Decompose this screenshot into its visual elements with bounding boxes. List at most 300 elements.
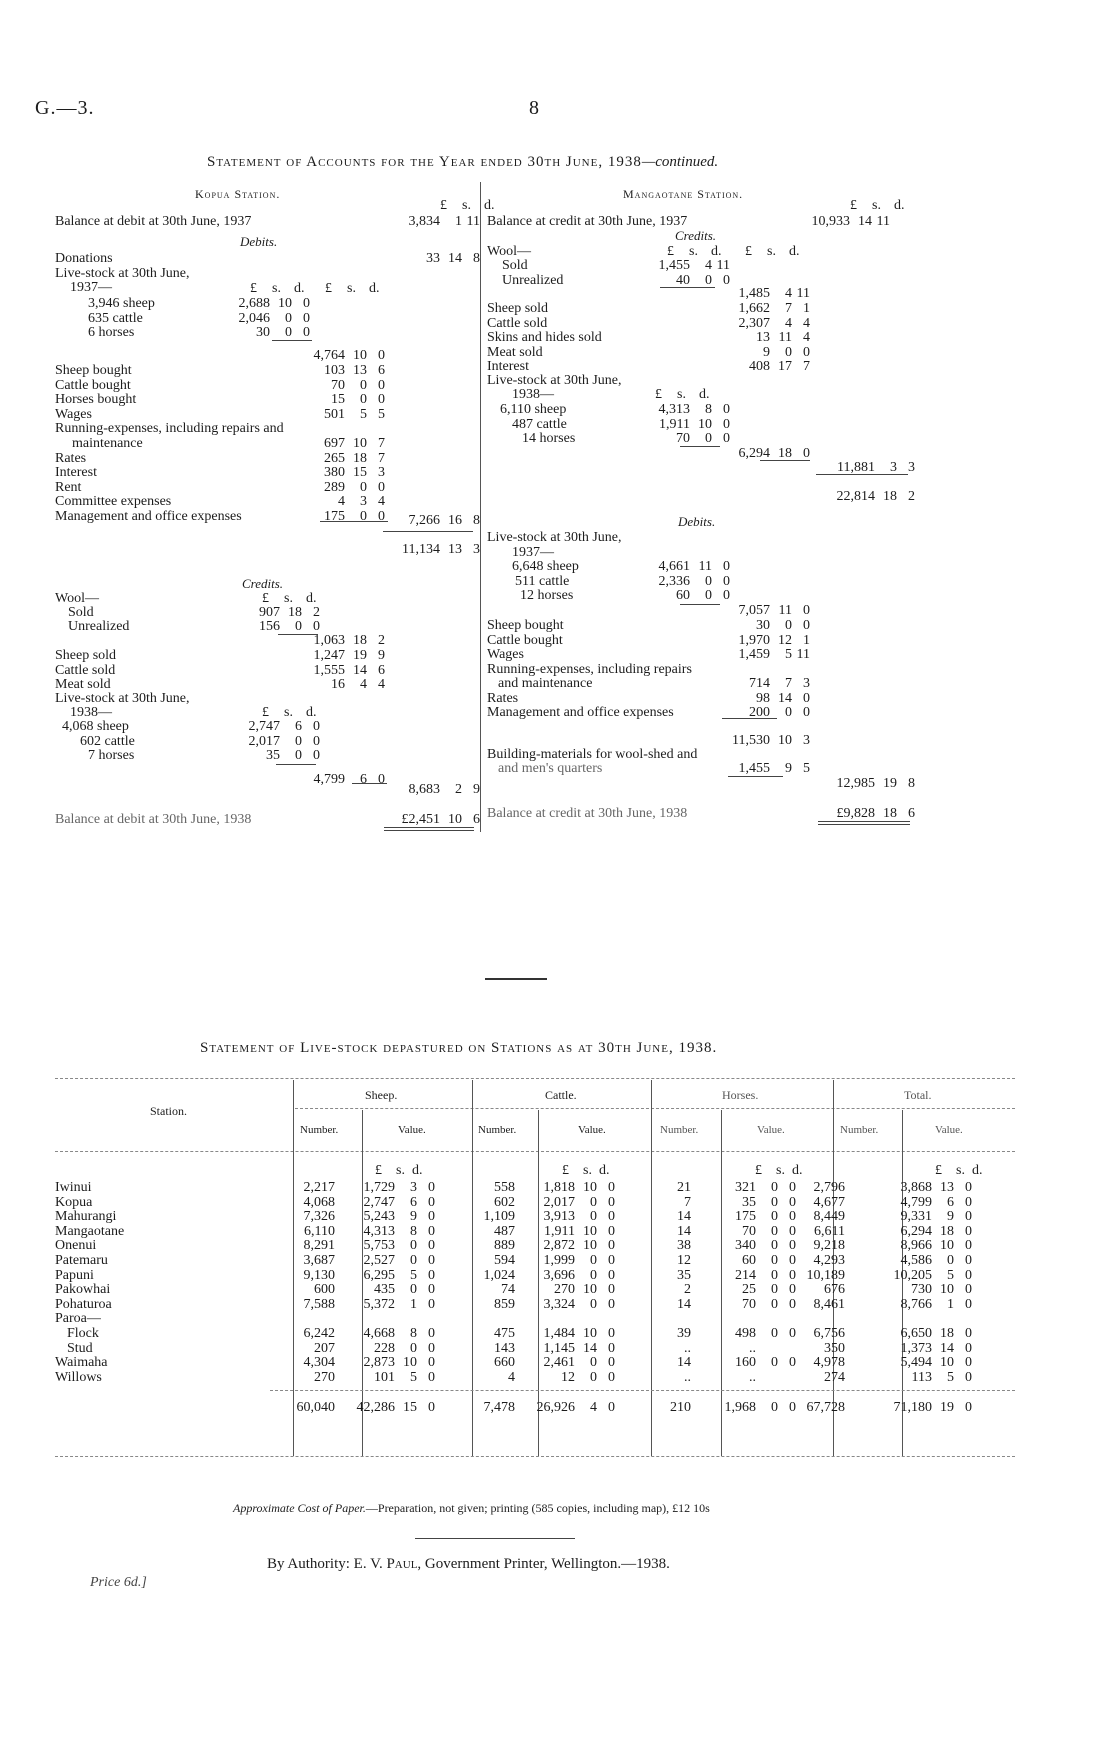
livestock-item-label: 6,648 sheep [512, 559, 579, 574]
table-cell-sheep_l: 5,372 [363, 1296, 395, 1312]
debit-item-label: Running-expenses, including repairs [487, 661, 692, 677]
table-cell-total_s: 9 [947, 1209, 954, 1225]
table-cell-cattle_d [597, 1311, 615, 1327]
table-cell-cattle_l: 1,145 [543, 1340, 575, 1356]
debit-item-label: Management and office expenses [55, 509, 242, 524]
table-cell-cattle_d: 0 [608, 1369, 615, 1385]
table-cell-horses_d: 0 [789, 1326, 796, 1341]
table-cell-cattle_s: 0 [590, 1194, 597, 1210]
table-cell-horses_n: 35 [677, 1267, 691, 1283]
currency-pence: d. [369, 281, 380, 296]
table-cell-cattle_s: 0 [590, 1369, 597, 1385]
debit-item-pounds: 1,970 [738, 632, 770, 648]
table-cell-total_l: 3,868 [900, 1180, 932, 1195]
table-cell-cattle_n: 487 [494, 1223, 515, 1239]
debits-total-pounds: 7,266 [408, 513, 440, 528]
table-cell-horses_s [756, 1311, 778, 1327]
debit-item-pounds: 103 [324, 363, 345, 378]
wool-total-pence: 11 [796, 286, 810, 301]
total-cell-cattle_n: 7,478 [483, 1400, 515, 1415]
livestock-1938-item-pence: 0 [723, 416, 730, 432]
livestock-1938-item-pounds: 2,747 [248, 719, 280, 734]
table-cell-total_s: 18 [940, 1326, 954, 1341]
table-cell-horses_d: 0 [789, 1282, 796, 1298]
table-cell-cattle_d: 0 [608, 1267, 615, 1283]
table-cell-cattle_l: 2,872 [543, 1238, 575, 1254]
table-cell-sheep_l: 4,313 [363, 1223, 395, 1239]
livestock-total-shillings: 10 [353, 348, 367, 363]
livestock-item-label: 635 cattle [88, 310, 143, 326]
table-cell-sheep_l: 101 [374, 1369, 395, 1385]
currency-shilling: s. [462, 198, 471, 213]
table-cell-total_l: 8,966 [900, 1238, 932, 1254]
table-cell-sheep_n: 6,242 [303, 1326, 335, 1341]
total-cell-total_n: 67,728 [806, 1400, 845, 1415]
debits-subtotal-pence: 3 [803, 733, 810, 748]
table-cell-cattle_l: 2,461 [543, 1355, 575, 1371]
building-shillings: 9 [785, 761, 792, 776]
wool-sold-pence: 2 [313, 605, 320, 620]
table-cell-horses_n: .. [684, 1369, 691, 1385]
table-cell-cattle_l: 270 [554, 1282, 575, 1298]
table-cell-total_d: 0 [965, 1282, 972, 1298]
total-cell-total_s: 19 [940, 1400, 954, 1415]
livestock-item-pence: 0 [723, 573, 730, 589]
credit-item-pounds: 16 [331, 677, 345, 692]
table-cell-total_s: 6 [947, 1194, 954, 1210]
debit-item-label: Rent [55, 479, 82, 495]
table-cell-sheep_n: 4,304 [303, 1355, 335, 1371]
wool-total-shillings: 18 [353, 633, 367, 648]
table-cell-cattle_d: 0 [608, 1223, 615, 1239]
table-cell-cattle_l: 1,999 [543, 1253, 575, 1268]
currency-pound: £ [250, 281, 257, 296]
donations-pounds: 33 [426, 251, 440, 266]
table-cell-cattle_d: 0 [608, 1282, 615, 1298]
livestock-1938-year: 1938— [512, 387, 554, 402]
closing-balance-pounds: £2,451 [401, 812, 440, 827]
table-cell-total_n: 350 [824, 1340, 845, 1356]
station-name: Pohaturoa [55, 1296, 112, 1312]
livestock-item-pence: 0 [303, 310, 310, 326]
credit-item-label: Skins and hides sold [487, 330, 602, 345]
credit-item-label: Meat sold [55, 677, 111, 692]
currency-pence: d. [306, 591, 317, 606]
total-cell-horses_l: 1,968 [724, 1400, 756, 1415]
credit-item-pence: 4 [378, 677, 385, 692]
table-cell-cattle_d: 0 [608, 1253, 615, 1268]
station-name: Papuni [55, 1267, 94, 1283]
table-cell-total_n: 4,677 [813, 1194, 845, 1210]
debits-total-shillings: 19 [883, 776, 897, 791]
station-name-kopua: Kopua Station. [195, 187, 281, 201]
total-cell-sheep_s: 15 [403, 1400, 417, 1415]
table-cell-total_n: 8,461 [813, 1296, 845, 1312]
wool-sold-pence: 11 [716, 258, 730, 273]
table-cell-cattle_s: 0 [590, 1209, 597, 1225]
livestock-heading: Live-stock at 30th June, [55, 266, 190, 281]
table-cell-horses_n [636, 1311, 691, 1327]
table-cell-total_l: 6,650 [900, 1326, 932, 1341]
livestock-1938-label: 14 horses [522, 431, 576, 446]
currency-header: £ s. d. [935, 1163, 983, 1178]
currency-pound: £ [440, 198, 447, 213]
debits-total-pounds: 12,985 [836, 776, 875, 791]
livestock-item-pounds: 4,661 [658, 559, 690, 574]
table-cell-horses_l: 175 [735, 1209, 756, 1225]
table-cell-total_d: 0 [965, 1355, 972, 1371]
credit-item-pounds: 1,662 [738, 301, 770, 316]
table-cell-total_d: 0 [965, 1296, 972, 1312]
livestock-1938-label: 7 horses [88, 748, 135, 763]
livestock-total-pounds: 7,057 [738, 603, 770, 618]
double-rule [818, 821, 910, 822]
table-cell-horses_n: 21 [677, 1180, 691, 1195]
header-value: Value. [935, 1124, 963, 1136]
table-cell-sheep_d: 0 [428, 1340, 435, 1356]
debit-item-pence: 3 [378, 465, 385, 481]
table-cell-sheep_s: 1 [410, 1296, 417, 1312]
table-cell-horses_n: 39 [677, 1326, 691, 1341]
donations-pence: 8 [473, 251, 480, 266]
double-rule [384, 827, 474, 828]
table-cell-cattle_l: 1,911 [544, 1223, 575, 1239]
table-cell-sheep_d: 0 [428, 1180, 435, 1195]
debit-item-label: Interest [55, 465, 97, 481]
livestock-1938-total-pounds: 4,799 [313, 772, 345, 787]
currency-pound: £ [850, 198, 857, 213]
opening-balance-pence: 11 [876, 214, 890, 229]
table-cell-horses_d: 0 [789, 1355, 796, 1371]
table-cell-horses_s: 0 [771, 1267, 778, 1283]
table-cell-sheep_n: 9,130 [303, 1267, 335, 1283]
debits-total-shillings: 16 [448, 513, 462, 528]
table-sub-rule [295, 1108, 1015, 1109]
table-cell-cattle_s: 0 [590, 1267, 597, 1283]
debit-item-pence: 0 [378, 479, 385, 495]
livestock-item-pence: 0 [723, 559, 730, 574]
livestock-1938-item-shillings: 0 [295, 733, 302, 749]
livestock-1938-total-pence: 0 [803, 446, 810, 461]
livestock-item-pounds: 2,336 [658, 573, 690, 589]
currency-shilling: s. [284, 705, 293, 720]
table-cell-total_d: 0 [965, 1253, 972, 1268]
currency-pound: £ [325, 281, 332, 296]
table-cell-total_n: 6,611 [814, 1223, 845, 1239]
credit-item-pence: 1 [803, 301, 810, 316]
debit-item-shillings: 5 [785, 647, 792, 662]
currency-shilling: s. [272, 281, 281, 296]
opening-balance-pence: 11 [466, 214, 480, 229]
table-cell-horses_l [686, 1311, 756, 1327]
table-cell-sheep_s: 5 [410, 1369, 417, 1385]
total-cell-cattle_l: 26,926 [536, 1400, 575, 1415]
wool-unrealized-pence: 0 [723, 273, 730, 288]
table-cell-cattle_n: 1,024 [483, 1267, 515, 1283]
livestock-1938-item-pence: 0 [313, 719, 320, 734]
livestock-item-pence: 0 [303, 325, 310, 340]
debit-item-shillings: 13 [353, 363, 367, 378]
table-cell-cattle_s: 10 [583, 1326, 597, 1341]
debit-item-shillings: 5 [360, 406, 367, 422]
livestock-item-label: 511 cattle [515, 573, 570, 589]
debit-item-pence: 0 [378, 509, 385, 524]
table-head-rule [55, 1151, 1015, 1152]
table-cell-total_d [954, 1311, 972, 1327]
table-cell-horses_n: 14 [677, 1296, 691, 1312]
station-name-mangaotane: Mangaotane Station. [623, 187, 744, 201]
table-cell-total_l: 4,586 [900, 1253, 932, 1268]
livestock-1938-heading: Live-stock at 30th June, [487, 373, 622, 388]
table-cell-cattle_n: 475 [494, 1326, 515, 1341]
table-cell-cattle_l: 3,324 [543, 1296, 575, 1312]
header-cattle: Cattle. [545, 1088, 577, 1102]
table-cell-sheep_s: 0 [410, 1253, 417, 1268]
currency-shilling: s. [872, 198, 881, 213]
debit-item-pence: 7 [378, 436, 385, 451]
station-name: Mahurangi [55, 1209, 117, 1225]
station-name: Patemaru [55, 1253, 108, 1268]
livestock-1938-label: 602 cattle [80, 733, 135, 749]
debit-item-shillings: 0 [360, 479, 367, 495]
credit-item-shillings: 11 [778, 330, 792, 345]
credit-item-pence: 6 [378, 662, 385, 678]
livestock-1938-total-pence: 0 [378, 772, 385, 787]
credit-item-pence: 9 [378, 648, 385, 663]
credit-item-pence: 4 [803, 315, 810, 331]
debit-item-pounds: 501 [324, 406, 345, 422]
table-cell-sheep_d: 0 [428, 1238, 435, 1254]
grand-total-pence: 2 [908, 489, 915, 504]
authority-line: By Authority: E. V. Paul, Government Printer, Wellington.—1938. [267, 1556, 670, 1572]
grand-total-pounds: 11,134 [402, 542, 440, 557]
authority-rule [415, 1538, 575, 1539]
livestock-item-shillings: 10 [278, 296, 292, 311]
header-station: Station. [150, 1104, 188, 1118]
credits-total-shillings: 3 [890, 460, 897, 475]
station-name: Iwinui [55, 1180, 92, 1195]
debit-item-shillings: 3 [360, 494, 367, 510]
table-cell-total_n: 4,293 [813, 1253, 845, 1268]
table-cell-total_d: 0 [965, 1209, 972, 1225]
table-cell-horses_s: 0 [771, 1194, 778, 1210]
table-cell-horses_n: 38 [677, 1238, 691, 1254]
currency-shilling: s. [689, 244, 698, 259]
livestock-total-pounds: 4,764 [313, 348, 345, 363]
livestock-item-label: 6 horses [88, 325, 135, 340]
table-cell-total_l: 4,799 [900, 1194, 932, 1210]
table-cell-sheep_l: 435 [374, 1282, 395, 1298]
table-cell-total_d: 0 [965, 1223, 972, 1239]
debit-item-pounds: 380 [324, 465, 345, 481]
debit-item-shillings: 0 [360, 509, 367, 524]
livestock-item-pounds: 30 [256, 325, 270, 340]
table-cell-cattle_s: 0 [590, 1355, 597, 1371]
credit-item-pounds: 9 [763, 344, 770, 360]
wool-total-pounds: 1,063 [313, 633, 345, 648]
credit-item-label: Interest [487, 359, 529, 374]
building-label-2: and men's quarters [498, 761, 603, 776]
credit-item-pence: 7 [803, 359, 810, 374]
wool-sold-label: Sold [502, 258, 528, 273]
table-cell-horses_l: 25 [742, 1282, 756, 1298]
livestock-1938-item-pence: 0 [723, 402, 730, 417]
table-cell-total_s: 10 [940, 1355, 954, 1371]
total-cell-cattle_d: 0 [608, 1400, 615, 1415]
livestock-year: 1937— [70, 280, 112, 295]
table-cell-cattle_d: 0 [608, 1326, 615, 1341]
debit-item-label: Wages [487, 647, 524, 662]
table-cell-cattle_l: 1,484 [543, 1326, 575, 1341]
table-cell-cattle_l: 2,017 [543, 1194, 575, 1210]
table-cell-cattle_n: 859 [494, 1296, 515, 1312]
debits-subtotal-pounds: 11,530 [732, 733, 770, 748]
table-cell-sheep_s: 0 [410, 1340, 417, 1356]
debit-item-pounds: 30 [756, 618, 770, 633]
closing-balance-shillings: 18 [883, 806, 897, 821]
table-cell-total_l [862, 1311, 932, 1327]
currency-pence: d. [484, 198, 495, 213]
wool-sold-label: Sold [68, 605, 94, 620]
credit-item-label: Meat sold [487, 344, 543, 360]
debit-item-pence: 0 [803, 690, 810, 706]
wool-total-pence: 2 [378, 633, 385, 648]
header-total: Total. [904, 1088, 932, 1102]
livestock-1938-item-shillings: 6 [295, 719, 302, 734]
table-cell-cattle_l: 3,696 [543, 1267, 575, 1283]
table-cell-horses_n: 14 [677, 1209, 691, 1225]
table-cell-total_d: 0 [965, 1267, 972, 1283]
closing-balance-pence: 6 [908, 806, 915, 821]
livestock-item-pounds: 2,046 [238, 310, 270, 326]
credit-item-pounds: 13 [756, 330, 770, 345]
debit-item-pounds: 4 [338, 494, 345, 510]
wool-total-shillings: 4 [785, 286, 792, 301]
accounts-title: Statement of Accounts for the Year ended 30th June, 1938—continued. [207, 154, 719, 170]
credit-item-shillings: 14 [353, 662, 367, 678]
currency-pence: d. [789, 244, 800, 259]
table-top-rule [55, 1078, 1015, 1079]
currency-pence: d. [699, 387, 710, 402]
debit-item-label: Committee expenses [55, 494, 172, 510]
table-cell-total_s: 10 [940, 1238, 954, 1254]
credit-item-pounds: 408 [749, 359, 770, 374]
price: Price 6d.] [90, 1575, 147, 1590]
table-cell-cattle_d: 0 [608, 1209, 615, 1225]
credit-item-pounds: 1,247 [313, 648, 345, 663]
table-cell-cattle_n: 74 [501, 1282, 515, 1298]
table-cell-horses_n: 12 [677, 1253, 691, 1268]
table-cell-horses_s: 0 [771, 1296, 778, 1312]
total-cell-cattle_s: 4 [590, 1400, 597, 1415]
debit-item-label: Wages [55, 406, 92, 422]
debits-subtotal-shillings: 10 [778, 733, 792, 748]
table-cell-total_l: 1,373 [900, 1340, 932, 1356]
table-cell-cattle_n: 889 [494, 1238, 515, 1254]
table-cell-sheep_n: 6,110 [304, 1223, 335, 1239]
debit-item-shillings: 7 [785, 676, 792, 691]
table-cell-total_d: 0 [965, 1326, 972, 1341]
livestock-1938-total-shillings: 18 [778, 446, 792, 461]
livestock-1938-year: 1938— [70, 705, 112, 720]
livestock-1938-item-shillings: 8 [705, 402, 712, 417]
building-label-1: Building-materials for wool-shed and [487, 747, 698, 762]
table-cell-total_d: 0 [965, 1194, 972, 1210]
credit-item-shillings: 0 [785, 344, 792, 360]
table-cell-cattle_s: 10 [583, 1282, 597, 1298]
table-cell-cattle_s: 10 [583, 1180, 597, 1195]
table-cell-total_l: 8,766 [900, 1296, 932, 1312]
table-cell-sheep_s: 0 [410, 1238, 417, 1254]
debit-item-shillings: 0 [360, 377, 367, 393]
table-cell-sheep_d: 0 [428, 1282, 435, 1298]
debits-heading: Debits. [240, 234, 278, 249]
debit-item-label: Management and office expenses [487, 705, 674, 720]
debit-item-shillings: 15 [353, 465, 367, 481]
table-cell-cattle_n: 602 [494, 1194, 515, 1210]
table-cell-horses_l: .. [749, 1340, 756, 1356]
table-cell-cattle_s: 0 [590, 1253, 597, 1268]
closing-balance-shillings: 10 [448, 812, 462, 827]
livestock-title: Statement of Live-stock depastured on Stations as at 30th June, 1938. [200, 1040, 718, 1056]
grand-total-pounds: 22,814 [836, 489, 875, 504]
station-name: Waimaha [55, 1355, 108, 1371]
table-cell-horses_s: 0 [771, 1326, 778, 1341]
header-value: Value. [398, 1124, 426, 1136]
table-cell-horses_d: 0 [789, 1209, 796, 1225]
livestock-total-pence: 0 [378, 348, 385, 363]
table-cell-cattle_n: 1,109 [483, 1209, 515, 1225]
table-cell-total_n: 676 [824, 1282, 845, 1298]
credit-item-label: Sheep sold [487, 301, 549, 316]
rule [760, 460, 810, 461]
table-cell-sheep_s [395, 1311, 417, 1327]
debit-item-pounds: 98 [756, 690, 770, 706]
double-rule [818, 824, 910, 825]
table-cell-sheep_s: 8 [410, 1223, 417, 1239]
livestock-1938-item-pounds: 35 [266, 748, 280, 763]
header-horses: Horses. [722, 1088, 759, 1102]
debit-item-pence: 0 [378, 392, 385, 408]
grand-total-shillings: 18 [883, 489, 897, 504]
wool-unrealized-label: Unrealized [68, 619, 130, 634]
table-cell-cattle_l [505, 1311, 575, 1327]
table-cell-total_s: 10 [940, 1282, 954, 1298]
page-ref: G.—3. [35, 97, 95, 119]
debit-item-label: Cattle bought [55, 377, 131, 393]
table-cell-sheep_s: 10 [403, 1355, 417, 1371]
table-cell-cattle_n: 143 [494, 1340, 515, 1356]
wool-label: Wool— [55, 591, 99, 606]
table-cell-horses_l: 70 [742, 1223, 756, 1239]
table-cell-cattle_d: 0 [608, 1194, 615, 1210]
rule [276, 764, 316, 765]
currency-shilling: s. [347, 281, 356, 296]
table-cell-horses_s [756, 1341, 778, 1357]
credit-item-shillings: 7 [785, 301, 792, 316]
closing-balance-label: Balance at debit at 30th June, 1938 [55, 812, 252, 827]
livestock-1938-item-pounds: 4,313 [658, 402, 690, 417]
header-number: Number. [840, 1124, 879, 1136]
table-cell-horses_s: 0 [771, 1223, 778, 1239]
livestock-1938-item-shillings: 0 [705, 431, 712, 446]
table-cell-horses_d: 0 [789, 1267, 796, 1283]
table-cell-horses_l: 60 [742, 1253, 756, 1268]
station-name: Willows [55, 1369, 102, 1385]
livestock-total-pence: 0 [803, 603, 810, 618]
debit-item-shillings: 10 [353, 436, 367, 451]
credit-item-shillings: 4 [360, 677, 367, 692]
